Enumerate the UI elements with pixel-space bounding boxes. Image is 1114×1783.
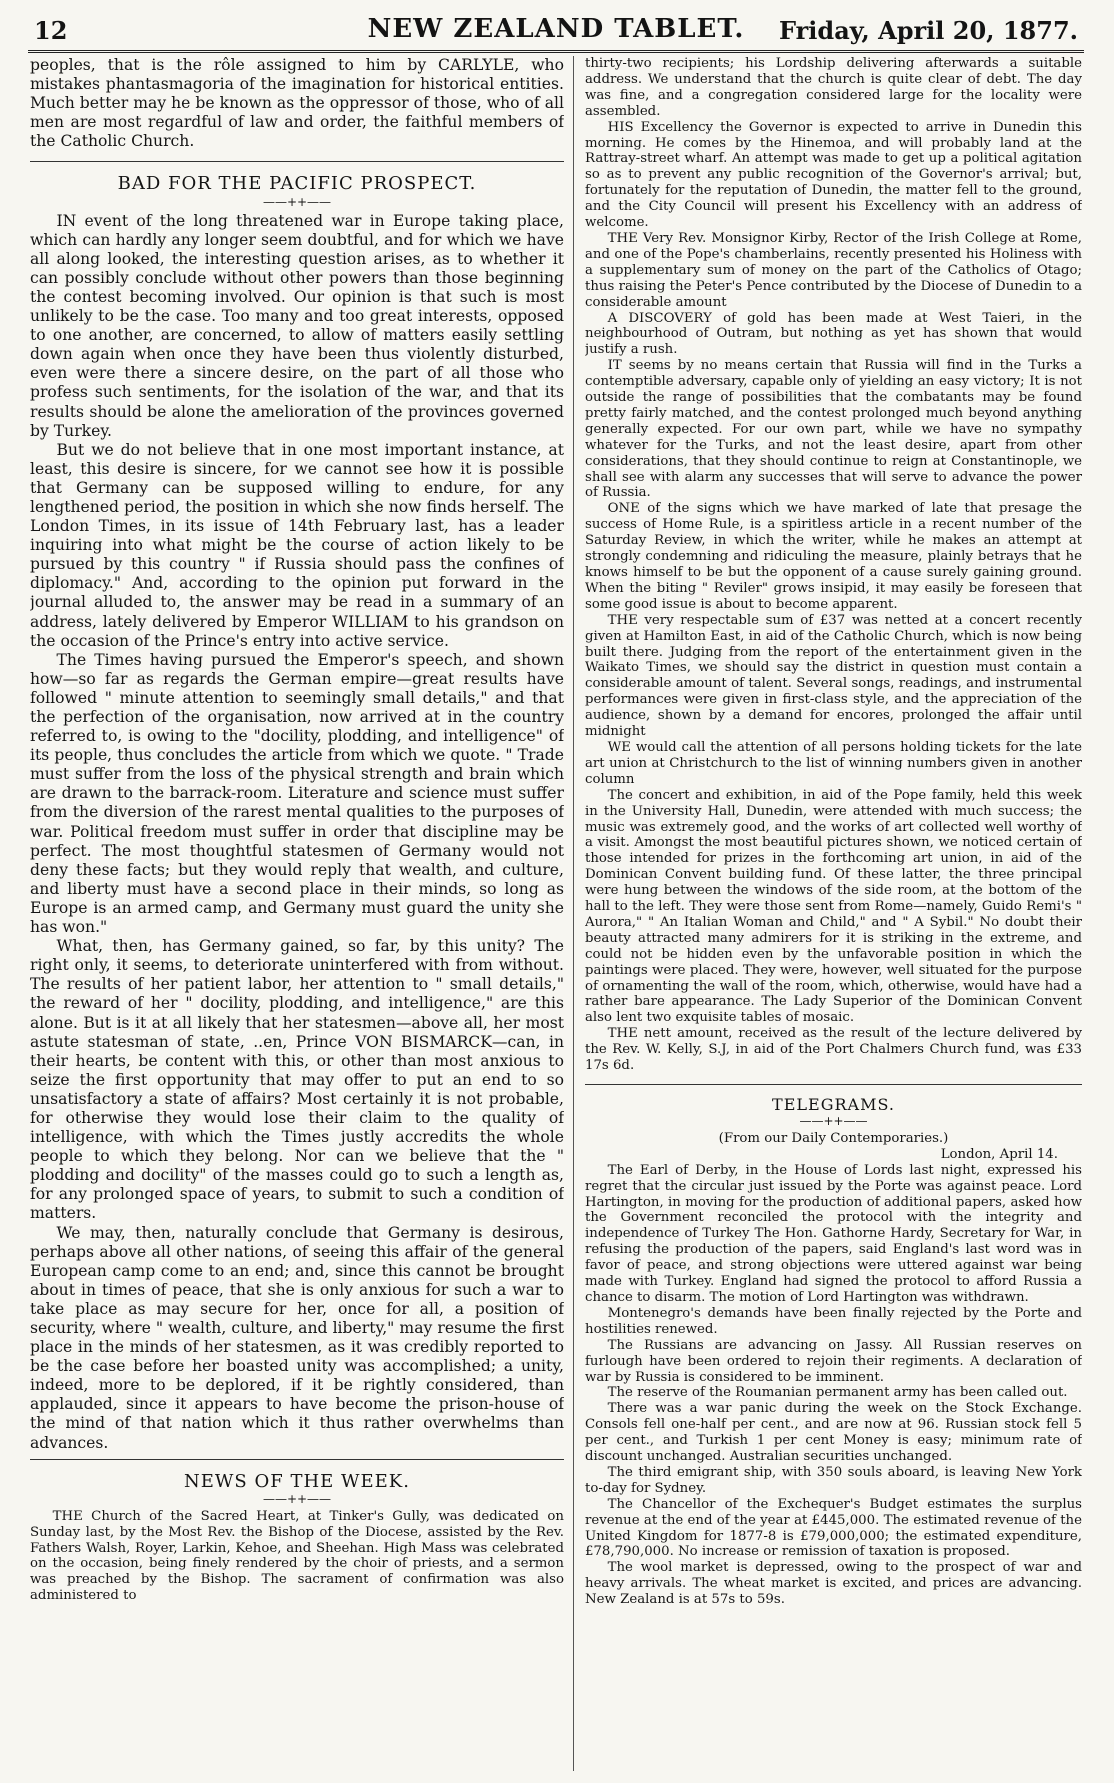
heading-ornament: ——++——	[799, 1113, 868, 1128]
heading-ornament: ——++——	[262, 1491, 332, 1506]
article-heading-telegrams: TELEGRAMS.	[772, 1095, 895, 1114]
page-header	[28, 10, 1084, 53]
article-paragraph: But we do not believe that in one most important instance, at least, this desire is sincere, for we cannot see how it is possible that Germany can be supposed willing to endure, for any lengthened period, the position in which she now finds herself. The London Times, in its issue of 14th February last, has a leader inquiring into what might be the course of action likely to be pursued by this country " if Russia should pass the confines of diplomacy." And, according to the opinion put forward in the journal alluded to, the answer may be read in a summary of an address, lately delivered by Emperor WILLIAM to his grandson on the occasion of the Prince's entry into active service.	[30, 440, 564, 650]
publication-title: NEW ZEALAND TABLET.	[367, 14, 745, 44]
leader-continuation: peoples, that is the rôle assigned to him by CARLYLE, who mistakes phantasmagoria of the imagination for historical entities. Much better may he be known as the oppressor of those, who of all men are most regardful of law and order, the faithful members of the Catholic Church.	[30, 56, 564, 162]
section-divider	[30, 1459, 564, 1460]
heading-ornament: ——++——	[262, 194, 332, 209]
right-column	[585, 56, 1082, 1771]
telegram-item: The reserve of the Roumanian permanent army has been called out.	[607, 1385, 1068, 1401]
article-heading-pacific: BAD FOR THE PACIFIC PROSPECT.	[117, 173, 477, 195]
news-item: IT seems by no means certain that Russia will find in the Turks a contemptible adversary, capable only of yielding an easy victory; It is not outside the range of possibilities that the combatants may be found pretty fairly matched, and the contest prolonged much beyond anything generally expected. For our own part, while we have no sympathy whatever for the Turks, and not the least desire, apart from other considerations, that they should continue to reign at Constantinople, we shall see with alarm any successes that will serve to advance the power of Russia.	[585, 358, 1082, 501]
article-paragraph: We may, then, naturally conclude that Germany is desirous, perhaps above all other nations, of seeing this affair of the general European camp come to an end; and, since this cannot be brought about in times of peace, that she is only anxious for such a war to take place as may secure for her, once for all, a position of security, where " wealth, culture, and liberty," may resume the first place in the minds of her statesmen, as it was credibly reported to be the case before her boasted unity was accomplished; a unity, indeed, more to be deplored, if it be rightly considered, than applauded, since it appears to have become the prison-house of the mind of that nation which it thus rather overwhelms than advances.	[30, 1223, 564, 1452]
telegram-item: The third emigrant ship, with 350 souls aboard, is leaving New York to-day for Sydney.	[585, 1464, 1082, 1496]
telegram-item: There was a war panic during the week on the Stock Exchange. Consols fell one-half per cent., and are now at 96. Russian stock fell 5 per cent., and Turkish 1 per cent Money is easy; minimum rate of discount unchanged. Australian securities unchanged.	[585, 1401, 1082, 1465]
telegram-item: The Russians are advancing on Jassy. All Russian reserves on furlough have been ordered to rejoin their regiments. A declaration of war by Russia is considered to be imminent.	[585, 1337, 1082, 1385]
news-item: A DISCOVERY of gold has been made at West Taieri, in the neighbourhood of Outram, but nothing as yet has shown that would justify a rush.	[585, 310, 1082, 358]
page-number: 12	[34, 16, 68, 45]
column-divider	[573, 56, 574, 1771]
news-item: THE nett amount, received as the result of the lecture delivered by the Rev. W. Kelly, S.J, in aid of the Port Chalmers Church fund, was £33 17s 6d.	[585, 1026, 1082, 1085]
article-heading-news: NEWS OF THE WEEK.	[184, 1470, 410, 1492]
news-item: THE Very Rev. Monsignor Kirby, Rector of the Irish College at Rome, and one of the Pope's chamberlains, recently presented his Holiness with a supplementary sum of money on the part of the Catholics of Otago; thus raising the Peter's Pence contributed by the Diocese of Dunedin to a considerable amount	[585, 230, 1082, 310]
news-item: The concert and exhibition, in aid of the Pope family, held this week in the University Hall, Dunedin, were attended with much success; the music was extremely good, and the works of art collected well worthy of a visit. Amongst the most beautiful pictures shown, we noticed certain of those intended for prizes in the forthcoming art union, in aid of the Dominican Convent building fund. Of these latter, the three principal were hung between the windows of the side room, at the bottom of the hall to the left. They were those sent from Rome—namely, Guido Remi's " Aurora," " An Italian Woman and Child," and " A Sybil." No doubt their beauty attracted many admirers for it is striking in the extreme, and could not be hidden even by the unfavorable position in which the paintings were placed. They were, however, well situated for the purpose of ornamenting the wall of the room, which, otherwise, would have had a rather bare appearance. The Lady Superior of the Dominican Convent also lent two exquisite tables of mosaic.	[585, 787, 1082, 1026]
news-item: WE would call the attention of all persons holding tickets for the late art union at Christchurch to the list of winning numbers given in another column	[585, 739, 1082, 787]
news-item: thirty-two recipients; his Lordship delivering afterwards a suitable address. We understand that the church is quite clear of debt. The day was fine, and a congregation considered large for the locality were assembled.	[585, 56, 1082, 119]
issue-date: Friday, April 20, 1877.	[779, 16, 1078, 45]
telegram-item: The Chancellor of the Exchequer's Budget estimates the surplus revenue at the end of the year at £445,000. The estimated revenue of the United Kingdom for 1877-8 is £79,000,000; the estimated expenditure, £78,790,000. No increase or remission of taxation is proposed.	[585, 1496, 1082, 1560]
news-item: HIS Excellency the Governor is expected to arrive in Dunedin this morning. He comes by the Hinemoa, and will probably land at the Rattray-street wharf. An attempt was made to get up a political agitation so as to prevent any public recognition of the Governor's arrival; but, fortunately for the reputation of Dunedin, the matter fell to the ground, and the City Council will present his Excellency with an address of welcome.	[585, 119, 1082, 231]
telegram-dateline: London, April 14.	[940, 1146, 1058, 1162]
telegram-item: The Earl of Derby, in the House of Lords last night, expressed his regret that the circular just issued by the Porte was against peace. Lord Hartington, in moving for the production of additional papers, asked how the Government reconciled the protocol with the integrity and independence of Turkey The Hon. Gathorne Hardy, Secretary for War, in refusing the production of the papers, said England's last word was in favor of peace, and strong objections were uttered against war being made with Turkey. England had signed the protocol to afford Russia a chance to disarm. The motion of Lord Hartington was withdrawn.	[585, 1162, 1082, 1305]
telegram-item: Montenegro's demands have been finally rejected by the Porte and hostilities renewed.	[585, 1305, 1082, 1337]
left-column	[30, 56, 564, 1771]
news-item: THE Church of the Sacred Heart, at Tinker's Gully, was dedicated on Sunday last, by the Most Rev. the Bishop of the Diocese, assisted by the Rev. Fathers Walsh, Royer, Larkin, Kehoe, and Sheehan. High Mass was celebrated on the occasion, being finely rendered by the choir of priests, and a sermon was preached by the Bishop. The sacrament of confirmation was also administered to	[30, 1508, 564, 1604]
news-item: ONE of the signs which we have marked of late that presage the success of Home Rule, is a spiritless article in a recent number of the Saturday Review, in which the writer, while he makes an attempt at strongly condemning and ridiculing the measure, plainly betrays that he knows himself to be but the opponent of a cause surely gaining ground. When the biting " Reviler" grows insipid, it may easily be foreseen that some good issue is about to become apparent.	[585, 501, 1082, 612]
telegram-item: The wool market is depressed, owing to the prospect of war and heavy arrivals. The wheat market is excited, and prices are advancing. New Zealand is at 57s to 59s.	[585, 1560, 1082, 1608]
news-item: THE very respectable sum of £37 was netted at a concert recently given at Hamilton East, in aid of the Catholic Church, which is now being built there. Judging from the report of the entertainment given in the Waikato Times, we should say the district in question must contain a considerable amount of talent. Several songs, readings, and instrumental performances were given in first-class style, and the appreciation of the audience, shown by a demand for encores, prolonged the affair until midnight	[585, 612, 1082, 740]
article-paragraph: IN event of the long threatened war in Europe taking place, which can hardly any longer seem doubtful, and for which we have all along looked, the interesting question arises, as to whether it can possibly conclude without other powers than those beginning the contest becoming involved. Our opinion is that such is most unlikely to be the case. Too many and too great interests, opposed to one another, are concerned, to allow of matters easily settling down again when once they have been thus violently disturbed, even were there a sincere desire, on the part of all those who profess such sentiments, for the isolation of the war, and that its results should be alone the amelioration of the provinces governed by Turkey.	[30, 211, 564, 440]
article-paragraph: The Times having pursued the Emperor's speech, and shown how—so far as regards the German empire—great results have followed " minute attention to seemingly small details," and that the perfection of the organisation, now arrived at in the country referred to, is owing to the "docility, plodding, and intelligence" of its people, thus concludes the article from which we quote. " Trade must suffer from the loss of the physical strength and brain which are drawn to the barrack-room. Literature and science must suffer from the diversion of the rarest mental qualities to the purposes of war. Political freedom must suffer in order that discipline may be perfect. The most thoughtful statesmen of Germany would not deny these facts; but they would reply that wealth, and culture, and liberty must have a second place in their minds, so long as Europe is an armed camp, and Germany must guard the unity she has won."	[30, 650, 564, 937]
article-paragraph: What, then, has Germany gained, so far, by this unity? The right only, it seems, to deteriorate uninterfered with from without. The results of her patient labor, her attention to " small details," the reward of her " docility, plodding, and intelligence," are this alone. But is it at all likely that her statesmen—above all, her most astute statesman of state, ..en, Prince VON BISMARCK—can, in their hearts, be content with this, or other than most anxious to seize the first opportunity that may offer to put an end to so unsatisfactory a state of affairs? Most certainly it is not probable, for otherwise they would lose their claim to the quality of intelligence, with which the Times justly accredits the whole people to which they belong. Nor can we believe that the " plodding and docility" of the masses could go to such a length as, for any prolonged space of years, to submit to such a condition of matters.	[30, 937, 564, 1223]
telegram-source: (From our Daily Contemporaries.)	[718, 1130, 949, 1146]
